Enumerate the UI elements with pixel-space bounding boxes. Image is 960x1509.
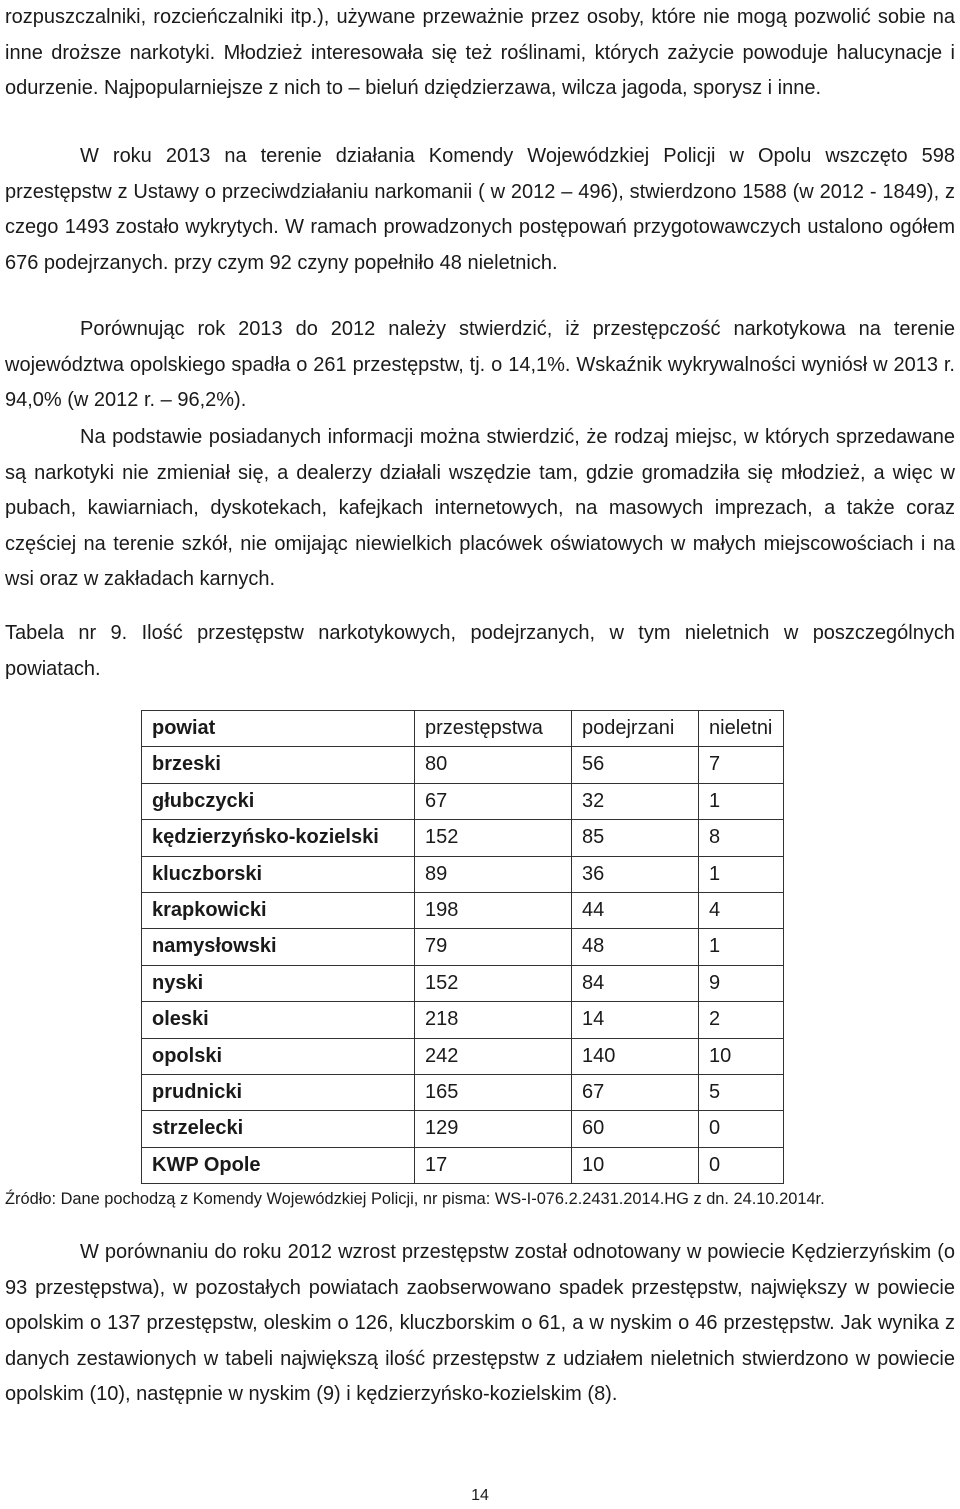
cell-przestepstwa: 242 bbox=[415, 1038, 572, 1074]
cell-podejrzani: 14 bbox=[572, 1002, 699, 1038]
header-cell-przestepstwa: przestępstwa bbox=[415, 711, 572, 747]
header-cell-powiat: powiat bbox=[142, 711, 415, 747]
cell-powiat: krapkowicki bbox=[142, 893, 415, 929]
cell-podejrzani: 32 bbox=[572, 783, 699, 819]
cell-podejrzani: 84 bbox=[572, 965, 699, 1001]
table-row bbox=[142, 965, 784, 1001]
table-source-note: Źródło: Dane pochodzą z Komendy Wojewódzkiej Policji, nr pisma: WS-I-076.2.2431.2014.HG z dn. 24.10.2014r. bbox=[5, 1190, 825, 1208]
table-row bbox=[142, 1147, 784, 1183]
cell-nieletni: 8 bbox=[699, 820, 784, 856]
cell-przestepstwa: 129 bbox=[415, 1111, 572, 1147]
cell-podejrzani: 56 bbox=[572, 747, 699, 783]
cell-powiat: prudnicki bbox=[142, 1075, 415, 1111]
table-row bbox=[142, 1002, 784, 1038]
table-row bbox=[142, 1038, 784, 1074]
table-row bbox=[142, 783, 784, 819]
cell-przestepstwa: 80 bbox=[415, 747, 572, 783]
cell-powiat: opolski bbox=[142, 1038, 415, 1074]
cell-powiat: brzeski bbox=[142, 747, 415, 783]
table-row bbox=[142, 1111, 784, 1147]
table-header-row bbox=[142, 711, 784, 747]
header-cell-nieletni: nieletni bbox=[699, 711, 784, 747]
cell-podejrzani: 36 bbox=[572, 856, 699, 892]
table-row bbox=[142, 820, 784, 856]
cell-przestepstwa: 79 bbox=[415, 929, 572, 965]
cell-powiat: strzelecki bbox=[142, 1111, 415, 1147]
cell-podejrzani: 85 bbox=[572, 820, 699, 856]
cell-nieletni: 0 bbox=[699, 1147, 784, 1183]
cell-powiat: namysłowski bbox=[142, 929, 415, 965]
cell-przestepstwa: 152 bbox=[415, 820, 572, 856]
table-row bbox=[142, 893, 784, 929]
cell-nieletni: 9 bbox=[699, 965, 784, 1001]
cell-powiat: głubczycki bbox=[142, 783, 415, 819]
cell-nieletni: 0 bbox=[699, 1111, 784, 1147]
cell-nieletni: 5 bbox=[699, 1075, 784, 1111]
paragraph-intro: rozpuszczalniki, rozcieńczalniki itp.), używane przeważnie przez osoby, które nie mogą pozwolić sobie na inne droższe narkotyki. Młodzież interesowała się też roślinami, których zażycie powoduje halucynacje i odurzenie. Najpopularniejsze z nich to – bieluń dziędzierzawa, wilcza jagoda, sporysz i inne. bbox=[5, 6, 955, 100]
cell-nieletni: 1 bbox=[699, 929, 784, 965]
district-table-container bbox=[141, 710, 784, 1184]
cell-podejrzani: 48 bbox=[572, 929, 699, 965]
cell-przestepstwa: 89 bbox=[415, 856, 572, 892]
cell-powiat: oleski bbox=[142, 1002, 415, 1038]
paragraph-statistics-2013: W roku 2013 na terenie działania Komendy Wojewódzkiej Policji w Opolu wszczęto 598 przestępstw z Ustawy o przeciwdziałaniu narkomanii ( w 2012 – 496), stwierdzono 1588 (w 2012 - 1849), z czego 1493 zostało wykrytych. W ramach prowadzonych postępowań przygotowawczych ustalono ogółem 676 podejrzanych. przy czym 92 czyny popełniło 48 nieletnich. bbox=[5, 145, 955, 274]
district-table bbox=[141, 710, 784, 1184]
cell-podejrzani: 44 bbox=[572, 893, 699, 929]
page-number: 14 bbox=[471, 1487, 489, 1504]
cell-nieletni: 7 bbox=[699, 747, 784, 783]
cell-podejrzani: 67 bbox=[572, 1075, 699, 1111]
cell-podejrzani: 60 bbox=[572, 1111, 699, 1147]
table-row bbox=[142, 856, 784, 892]
paragraph-locations: Na podstawie posiadanych informacji można stwierdzić, że rodzaj miejsc, w których sprzedawane są narkotyki nie zmieniał się, a dealerzy działali wszędzie tam, gdzie gromadziła się młodzież, a więc w pubach, kawiarniach, dyskotekach, kafejkach internetowych, na masowych imprezach, a także coraz częściej na terenie szkół, nie omijając niewielkich placówek oświatowych w małych miejscowościach i na wsi oraz w zakładach karnych. bbox=[5, 426, 955, 591]
cell-nieletni: 1 bbox=[699, 856, 784, 892]
cell-przestepstwa: 17 bbox=[415, 1147, 572, 1183]
cell-nieletni: 1 bbox=[699, 783, 784, 819]
table-caption: Tabela nr 9. Ilość przestępstw narkotykowych, podejrzanych, w tym nieletnich w poszczególnych powiatach. bbox=[5, 622, 955, 680]
cell-nieletni: 10 bbox=[699, 1038, 784, 1074]
table-row bbox=[142, 1075, 784, 1111]
cell-podejrzani: 140 bbox=[572, 1038, 699, 1074]
cell-podejrzani: 10 bbox=[572, 1147, 699, 1183]
cell-powiat: nyski bbox=[142, 965, 415, 1001]
cell-powiat: KWP Opole bbox=[142, 1147, 415, 1183]
table-row bbox=[142, 747, 784, 783]
paragraph-comparison: Porównując rok 2013 do 2012 należy stwierdzić, iż przestępczość narkotykowa na terenie województwa opolskiego spadła o 261 przestępstw, tj. o 14,1%. Wskaźnik wykrywalności wyniósł w 2013 r. 94,0% (w 2012 r. – 96,2%). bbox=[5, 318, 955, 412]
cell-nieletni: 4 bbox=[699, 893, 784, 929]
header-cell-podejrzani: podejrzani bbox=[572, 711, 699, 747]
cell-przestepstwa: 218 bbox=[415, 1002, 572, 1038]
cell-powiat: kędzierzyńsko-kozielski bbox=[142, 820, 415, 856]
table-row bbox=[142, 929, 784, 965]
cell-przestepstwa: 67 bbox=[415, 783, 572, 819]
paragraph-summary: W porównaniu do roku 2012 wzrost przestępstw został odnotowany w powiecie Kędzierzyńskim (o 93 przestępstwa), w pozostałych powiatach zaobserwowano spadek przestępstw, największy w powiecie opolskim o 137 przestępstw, oleskim o 126, kluczborskim o 61, a w nyskim o 46 przestępstw. Jak wynika z danych zestawionych w tabeli największą ilość przestępstw z udziałem nieletnich stwierdzono w powiecie opolskim (10), następnie w nyskim (9) i kędzierzyńsko-kozielskim (8). bbox=[5, 1241, 955, 1406]
cell-przestepstwa: 152 bbox=[415, 965, 572, 1001]
cell-przestepstwa: 198 bbox=[415, 893, 572, 929]
cell-przestepstwa: 165 bbox=[415, 1075, 572, 1111]
cell-nieletni: 2 bbox=[699, 1002, 784, 1038]
cell-powiat: kluczborski bbox=[142, 856, 415, 892]
